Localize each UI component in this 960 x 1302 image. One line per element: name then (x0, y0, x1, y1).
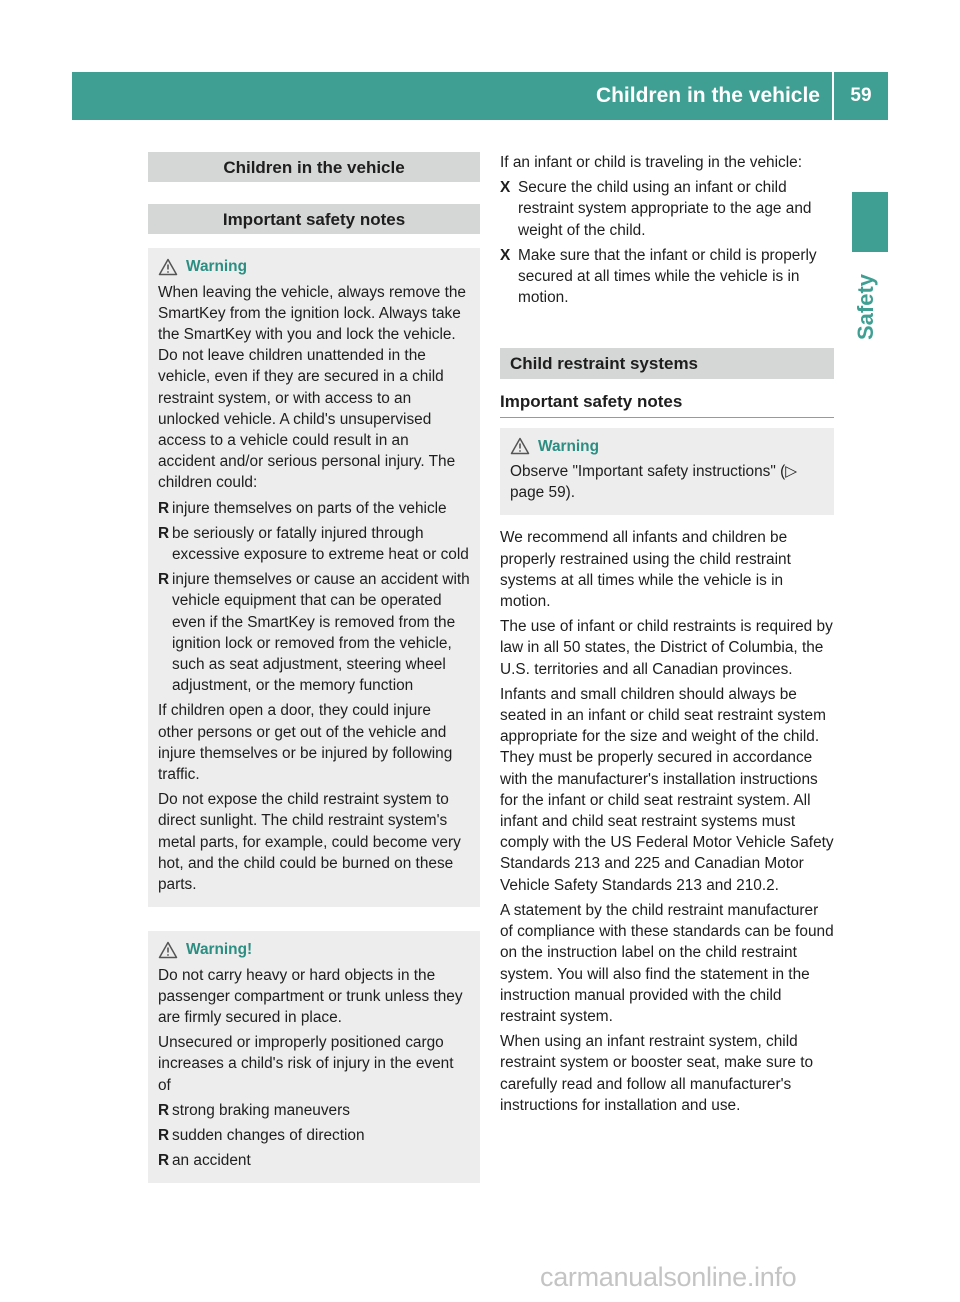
warning-bullet-list (158, 1100, 470, 1172)
warning-paragraph: Do not carry heavy or hard objects in the passenger compartment or trunk unless they are firmly secured in place. (158, 966, 463, 1026)
warning-box-smartkey (148, 248, 480, 907)
bullet-marker: R (158, 524, 170, 542)
bullet-marker: R (158, 1152, 170, 1170)
warning-paragraph: If children open a door, they could injure other persons or get out of the vehicle and injure themselves or be injured by following traffic. (158, 702, 453, 784)
side-tab-label: Safety (853, 273, 878, 340)
right-column (500, 152, 834, 1120)
warning-title: Warning (538, 437, 599, 455)
section-title: Child restraint systems (500, 348, 834, 378)
bullet-item: R injure themselves on parts of the vehicle (158, 498, 470, 519)
warning-paragraph: Do not expose the child restraint system to direct sunlight. The child restraint system's metal parts, for example, could become very hot, and the child could be burned on these parts. (158, 791, 461, 894)
page-number: 59 (850, 85, 872, 106)
warning-paragraph: Unsecured or improperly positioned cargo increases a child's risk of injury in the event of (158, 1034, 454, 1094)
body-paragraph: The use of infant or child restraints is required by law in all 50 states, the District of Columbia, the U.S. territories and all Canadian provinces. (500, 618, 833, 678)
warning-triangle-icon (158, 941, 178, 959)
step-marker: X (500, 179, 511, 197)
warning-triangle-icon (510, 437, 530, 455)
warning-triangle-icon (158, 258, 178, 276)
bullet-item: R sudden changes of direction (158, 1125, 470, 1146)
subheading: Important safety notes (500, 391, 834, 418)
body-paragraph: A statement by the child restraint manufacturer of compliance with these standards can be found on the instruction label on the child restraint system. You will also find the statement in the instruction manual provided with the child restraint system. (500, 901, 834, 1025)
bullet-marker: R (158, 571, 170, 589)
section-title: Children in the vehicle (148, 152, 480, 182)
warning-title: Warning! (186, 941, 253, 959)
header-title: Children in the vehicle (595, 84, 820, 107)
warning-heading (510, 436, 824, 457)
warning-box-instructions (500, 428, 834, 516)
bullet-item: R strong braking maneuvers (158, 1100, 470, 1121)
warning-heading (158, 939, 470, 960)
step-marker: X (500, 246, 511, 264)
warning-box-cargo (148, 931, 480, 1183)
bullet-item: R injure themselves or cause an accident with vehicle equipment that can be operated even if the SmartKey is removed from the ignition lock or removed from the vehicle, such as seat adjustment, steering wheel adjustment, or the memory function (158, 571, 470, 695)
instruction-steps (500, 177, 834, 308)
intro-text: If an infant or child is traveling in the vehicle: (500, 154, 802, 171)
watermark: carmanualsonline.info (540, 1262, 797, 1292)
warning-bullet-list (158, 498, 470, 697)
bullet-item: R be seriously or fatally injured through excessive exposure to extreme heat or cold (158, 524, 469, 564)
bullet-item: R an accident (158, 1150, 470, 1171)
body-paragraph: We recommend all infants and children be properly restrained using the child restraint systems at all times while the vehicle is in motion. (500, 529, 791, 611)
warning-title: Warning (186, 258, 247, 276)
step-item: X Secure the child using an infant or child restraint system appropriate to the age and weight of the child. (500, 179, 812, 239)
bullet-marker: R (158, 499, 170, 517)
side-tab-marker (852, 192, 888, 252)
bullet-marker: R (158, 1101, 170, 1119)
left-column (148, 152, 480, 1207)
step-item: X Make sure that the infant or child is properly secured at all times while the vehicle is in motion. (500, 246, 817, 307)
page-reference-link[interactable]: Observe "Important safety instructions" (▷ page 59). (510, 463, 798, 502)
warning-paragraph: When leaving the vehicle, always remove the SmartKey from the ignition lock. Always take the SmartKey with you and lock the vehicle. Do not leave children unattended in the vehicle, even if they are secured in a child restraint system, or with access to an unlocked vehicle. A child's unsupervised access to a vehicle could result in an accident and/or serious personal injury. The children could: (158, 283, 466, 492)
bullet-marker: R (158, 1126, 170, 1144)
subsection-title: Important safety notes (148, 204, 480, 234)
warning-heading (158, 256, 470, 277)
body-paragraph: Infants and small children should always be seated in an infant or child seat restraint system appropriate for the size and weight of the child. They must be properly secured in accordance with the manufacturer's installation instructions for the infant or child seat restraint system. All infant and child seat restraint systems must comply with the US Federal Motor Vehicle Safety Standards 213 and 225 and Canadian Motor Vehicle Safety Standards 213 and 210.2. (500, 685, 834, 894)
page-header (72, 72, 888, 120)
body-paragraph: When using an infant restraint system, child restraint system or booster seat, make sure to carefully read and follow all manufacturer's instructions for installation and use. (500, 1033, 814, 1114)
